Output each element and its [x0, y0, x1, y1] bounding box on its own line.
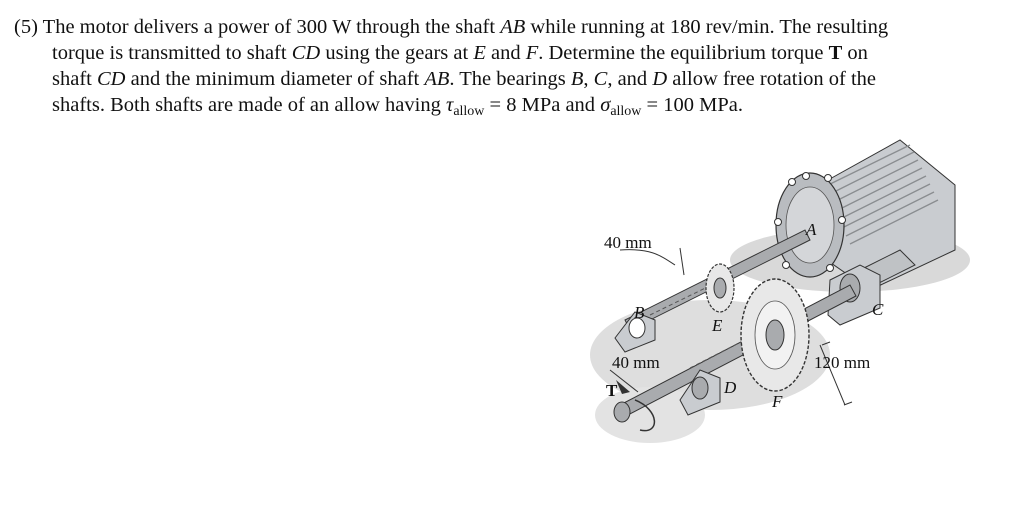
- problem-text: . Determine the equilibrium torque: [538, 42, 829, 64]
- bearing-b-ref: B: [570, 68, 584, 90]
- problem-line-3: [14, 66, 1004, 92]
- bearing-c-ref: C: [593, 68, 608, 90]
- problem-text: ,: [583, 68, 594, 90]
- label-f: F: [772, 392, 783, 411]
- problem-text: and the minimum diameter of shaft: [125, 68, 425, 90]
- problem-line-1: [14, 14, 1004, 40]
- sigma-subscript: allow: [610, 104, 642, 119]
- label-e: E: [712, 316, 723, 335]
- problem-text: and: [485, 42, 526, 64]
- problem-text: shaft: [52, 68, 97, 90]
- label-b: B: [634, 303, 645, 322]
- problem-text: The motor delivers a power of 300 W through the shaft: [42, 16, 501, 38]
- problem-line-4: [14, 92, 1004, 125]
- problem-text: shafts. Both shafts are made of an allow having: [52, 94, 446, 116]
- problem-text: allow free rotation of the: [667, 68, 877, 90]
- gear-e: [706, 264, 734, 312]
- sigma-symbol: σ: [600, 94, 611, 116]
- shaft-cd-ref: CD: [291, 42, 321, 64]
- problem-text: , and: [607, 68, 653, 90]
- problem-text: using the gears at: [320, 42, 474, 64]
- label-a: A: [806, 220, 817, 239]
- shaft-cd-ref: CD: [96, 68, 126, 90]
- dimension-label-right: 120 mm: [814, 353, 871, 372]
- problem-line-2: [14, 40, 1004, 66]
- dimension-label-top: 40 mm: [604, 233, 652, 252]
- gear-f-ref: F: [525, 42, 539, 64]
- label-c: C: [872, 300, 884, 319]
- shaft-ab-ref: AB: [424, 68, 450, 90]
- dimension-label-bottom: 40 mm: [612, 353, 660, 372]
- torque-t-ref: T: [828, 42, 843, 64]
- gear-f: [741, 279, 809, 391]
- problem-statement: [14, 14, 1004, 125]
- problem-text: . The bearings: [449, 68, 571, 90]
- label-d: D: [724, 378, 737, 397]
- problem-text: = 8 MPa and: [484, 94, 601, 116]
- problem-text: torque is transmitted to shaft: [52, 42, 292, 64]
- problem-text: while running at 180 rev/min. The resulting: [525, 16, 889, 38]
- problem-number: (5): [14, 16, 38, 38]
- motor-gear-shaft-figure: [560, 130, 970, 470]
- tau-symbol: τ: [445, 94, 454, 116]
- figure-drawing: [560, 130, 970, 470]
- problem-text: on: [842, 42, 868, 64]
- bearing-d-ref: D: [652, 68, 668, 90]
- problem-text: = 100 MPa.: [641, 94, 743, 116]
- gear-e-ref: E: [473, 42, 486, 64]
- tau-subscript: allow: [453, 104, 485, 119]
- label-t: T: [606, 381, 618, 400]
- shaft-ab-ref: AB: [500, 16, 526, 38]
